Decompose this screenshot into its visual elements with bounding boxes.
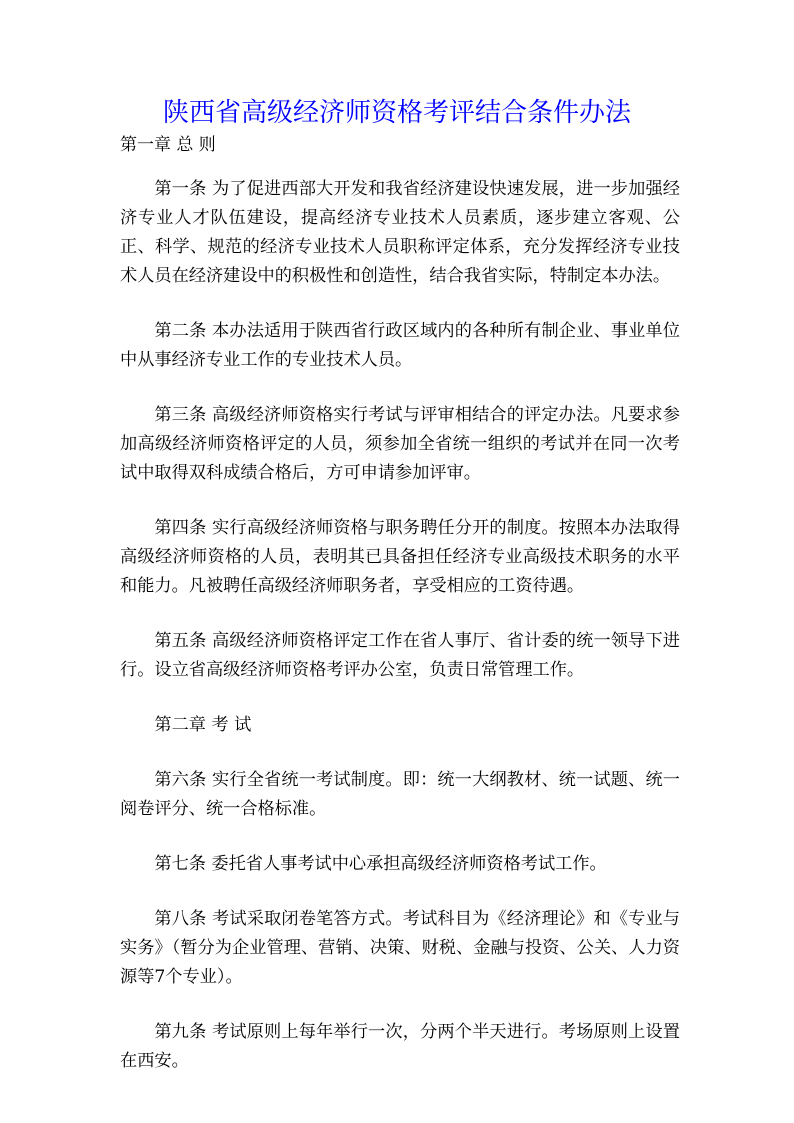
article-5: 第五条 高级经济师资格评定工作在省人事厅、省计委的统一领导下进行。设立省高级经济师资格考评办公室，负责日常管理工作。 — [120, 631, 680, 680]
article-2: 第二条 本办法适用于陕西省行政区域内的各种所有制企业、事业单位中从事经济专业工作的专业技术人员。 — [120, 321, 680, 370]
article-7: 第七条 委托省人事考试中心承担高级经济师资格考试工作。 — [154, 854, 607, 874]
article-4: 第四条 实行高级经济师资格与职务聘任分开的制度。按照本办法取得高级经济师资格的人员，表明其已具备担任经济专业高级技术职务的水平和能力。凡被聘任高级经济师职务者，享受相应的工资待遇。 — [120, 518, 680, 596]
article-6: 第六条 实行全省统一考试制度。即：统一大纲教材、统一试题、统一阅卷评分、统一合格标准。 — [120, 770, 680, 819]
article-3: 第三条 高级经济师资格实行考试与评审相结合的评定办法。凡要求参加高级经济师资格评定的人员，须参加全省统一组织的考试并在同一次考试中取得双科成绩合格后，方可申请参加评审。 — [120, 405, 680, 483]
article-8: 第八条 考试采取闭卷笔答方式。考试科目为《经济理论》和《专业与实务》（暂分为企业管理、营销、决策、财税、金融与投资、公关、人力资源等7个专业）。 — [120, 909, 680, 987]
document-body — [120, 175, 680, 1102]
chapter-heading-2: 第二章 考 试 — [154, 715, 252, 735]
chapter-heading-1: 第一章 总 则 — [120, 135, 216, 155]
article-1: 第一条 为了促进西部大开发和我省经济建设快速发展，进一步加强经济专业人才队伍建设，提高经济专业技术人员素质，逐步建立客观、公正、科学、规范的经济专业技术人员职称评定体系，充分发挥经济专业技术人员在经济建设中的积极性和创造性，结合我省实际，特制定本办法。 — [120, 179, 680, 286]
document-title: 陕西省高级经济师资格考评结合条件办法 — [162, 98, 631, 128]
article-9: 第九条 考试原则上每年举行一次，分两个半天进行。考场原则上设置在西安。 — [120, 1022, 680, 1071]
